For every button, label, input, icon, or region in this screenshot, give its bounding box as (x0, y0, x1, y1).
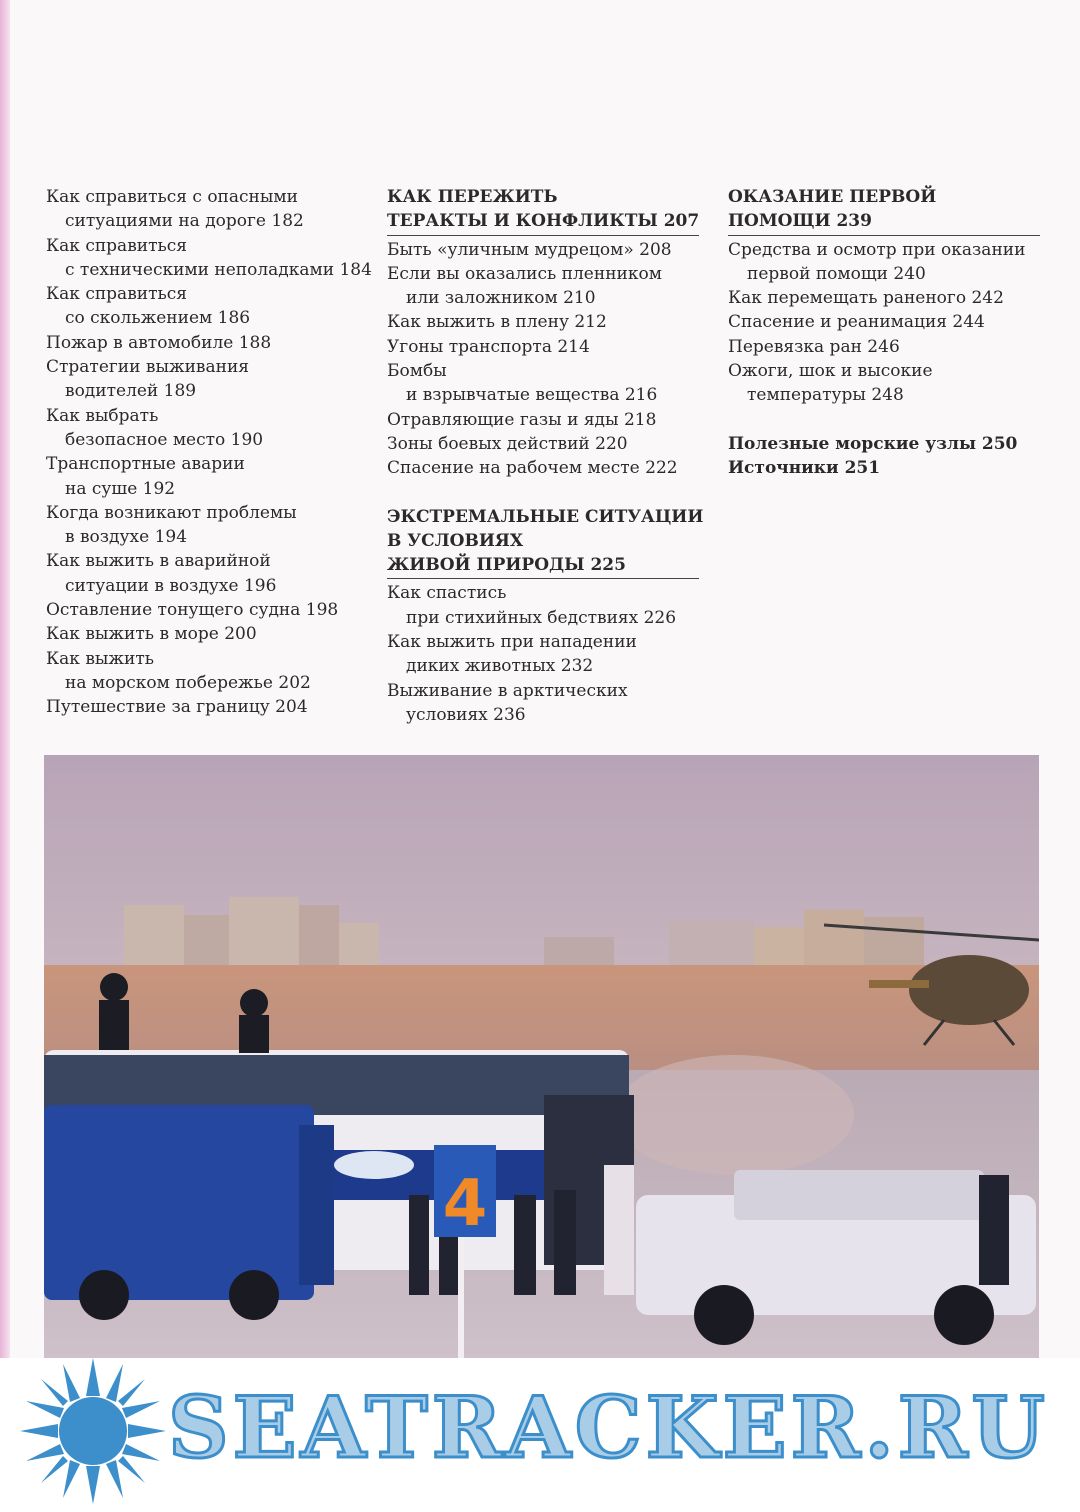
toc-entry[interactable]: Перевязка ран 246 (728, 336, 900, 357)
toc-column-2 (387, 185, 704, 727)
toc-column-1 (46, 185, 372, 720)
toc-entry[interactable]: Источники 251 (728, 457, 881, 478)
dust-cloud (614, 1055, 854, 1175)
toc-column-3 (728, 185, 1040, 480)
toc-entry[interactable]: Зоны боевых действий 220 (387, 433, 628, 454)
toc-entry[interactable]: Спасение на рабочем месте 222 (387, 458, 678, 479)
toc-entry[interactable]: Как выжить в море 200 (46, 624, 257, 645)
toc-entry[interactable]: Как перемещать раненого 242 (728, 288, 1004, 309)
hostage-rescue-photo (44, 755, 1039, 1400)
toc-entry[interactable]: Быть «уличным мудрецом» 208 (387, 239, 672, 260)
toc-entry[interactable]: Отравляющие газы и яды 218 (387, 409, 657, 430)
watermark-text: SEATRACKER.RU (168, 1378, 1049, 1477)
toc-entry[interactable]: Как выжить при нападении диких животных 232 (387, 632, 637, 677)
blue-van (44, 1105, 334, 1320)
section-heading[interactable]: ОКАЗАНИЕ ПЕРВОЙ ПОМОЩИ 239 (728, 185, 1040, 236)
toc-entry[interactable]: Оставление тонущего судна 198 (46, 600, 339, 621)
toc-entry[interactable]: Транспортные аварии на суше 192 (46, 454, 245, 499)
toc-entry[interactable]: Полезные морские узлы 250 (728, 433, 1018, 454)
toc-entry[interactable]: Угоны транспорта 214 (387, 336, 590, 357)
sun-logo-icon (18, 1356, 168, 1506)
toc-entry[interactable]: Бомбы и взрывчатые вещества 216 (387, 361, 658, 406)
toc-entry[interactable]: Как выжить в плену 212 (387, 312, 607, 333)
number-sign (434, 1145, 496, 1241)
section-heading[interactable]: ЭКСТРЕМАЛЬНЫЕ СИТУАЦИИ В УСЛОВИЯХ ЖИВОЙ ПРИРОДЫ 225 (387, 505, 699, 580)
toc-entry[interactable]: Пожар в автомобиле 188 (46, 332, 272, 353)
section-heading[interactable]: КАК ПЕРЕЖИТЬ ТЕРАКТЫ И КОНФЛИКТЫ 207 (387, 185, 699, 236)
toc-entry[interactable]: Как выжить в аварийной ситуации в воздухе 196 (46, 551, 277, 596)
page-edge (0, 0, 10, 1512)
toc-entry[interactable]: Как справиться с техническими неполадками 184 (46, 235, 372, 280)
toc-entry[interactable]: Как выбрать безопасное место 190 (46, 405, 264, 450)
toc-entry[interactable]: Средства и осмотр при оказании первой помощи 240 (728, 239, 1026, 284)
toc-entry[interactable]: Путешествие за границу 204 (46, 697, 308, 718)
photo-illustration (44, 755, 1039, 1400)
toc-entry[interactable]: Спасение и реанимация 244 (728, 312, 985, 333)
toc-entry[interactable]: Как выжить на морском побережье 202 (46, 648, 311, 693)
toc-entry[interactable]: Если вы оказались пленником или заложником 210 (387, 263, 662, 309)
toc-entry[interactable]: Как справиться с опасными ситуациями на дороге 182 (46, 187, 304, 232)
toc-entry[interactable]: Выживание в арктических условиях 236 (387, 680, 628, 725)
toc-entry[interactable]: Когда возникают проблемы в воздухе 194 (46, 502, 297, 548)
toc-entry[interactable]: Ожоги, шок и высокие температуры 248 (728, 361, 933, 406)
sign-number: 4 (442, 1167, 488, 1241)
toc-entry[interactable]: Как справиться со скольжением 186 (46, 284, 251, 329)
toc-entry[interactable]: Стратегии выживания водителей 189 (46, 357, 250, 402)
toc-entry[interactable]: Как спастись при стихийных бедствиях 226 (387, 583, 677, 628)
